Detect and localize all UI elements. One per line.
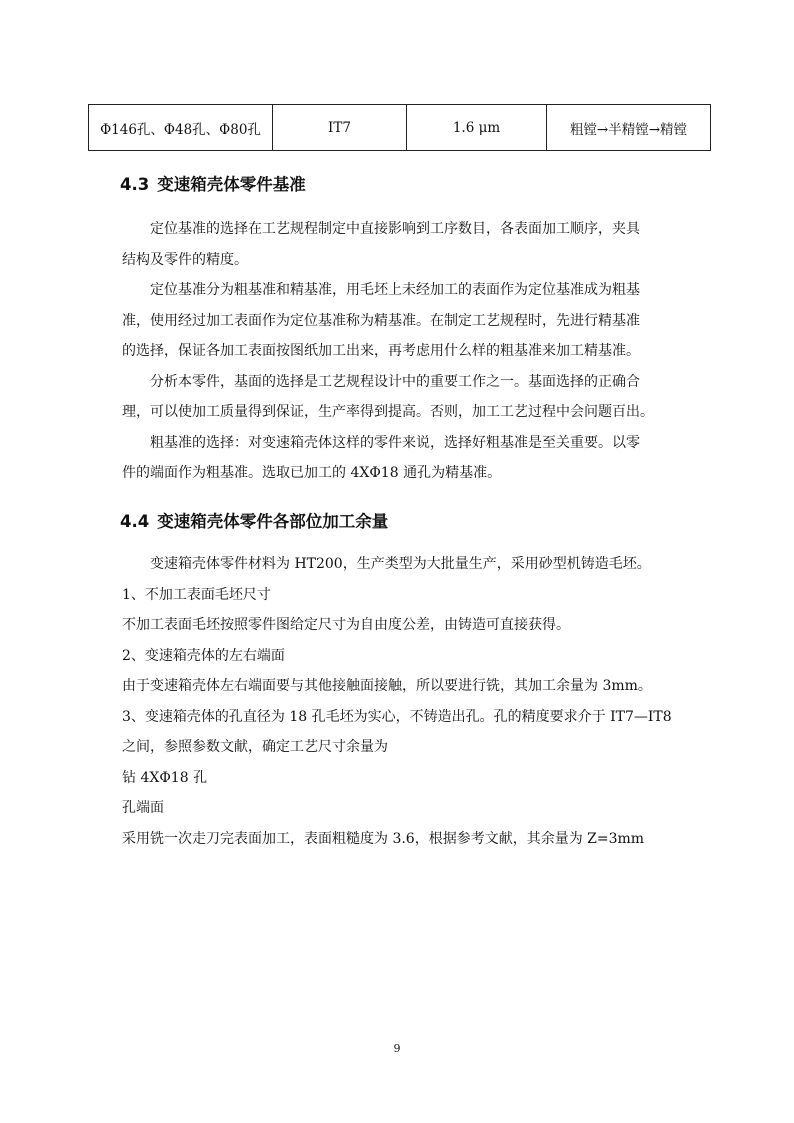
table-cell-tolerance-grade: IT7 [273,105,407,151]
paragraph-line: 不加工表面毛坯按照零件图给定尺寸为自由度公差，由铸造可直接获得。 [122,617,570,633]
paragraph-line: 的选择，保证各加工表面按图纸加工出来，再考虑用什么样的粗基准来加工精基准。 [122,343,640,359]
paragraph-line: 变速箱壳体零件材料为 HT200，生产类型为大批量生产，采用砂型机铸造毛坯。 [122,556,651,572]
paragraph-line: 钻 4XΦ18 孔 [122,769,208,786]
paragraph-line: 粗基准的选择：对变速箱壳体这样的零件来说，选择好粗基准是至关重要。以零 [122,434,640,451]
page-number: 9 [393,1042,401,1055]
paragraph-line: 采用铣一次走刀完表面加工，表面粗糙度为 3.6，根据参考文献，其余量为 Z=3mm [122,830,645,847]
paragraph-line: 定位基准的选择在工艺规程制定中直接影响到工序数目，各表面加工顺序，夹具 [122,221,640,237]
paragraph-line: 定位基准分为粗基准和精基准，用毛坯上未经加工的表面作为定位基准成为粗基 [122,282,640,298]
section-number: 4.4 [120,512,150,531]
paragraph-line: 结构及零件的精度。 [122,251,248,268]
table-cell-process-route: 粗镗→半精镗→精镗 [547,105,711,151]
paragraph-line: 由于变速箱壳体左右端面要与其他接触面接触，所以要进行铣，其加工余量为 3mm。 [122,678,652,694]
process-table-container [88,104,710,151]
section-title: 变速箱壳体零件各部位加工余量 [157,512,389,531]
list-item-heading: 1、不加工表面毛坯尺寸 [122,586,271,603]
section-number: 4.3 [120,175,150,194]
paragraph-line: 准，使用经过加工表面作为定位基准称为精基准。在制定工艺规程时，先进行精基准 [122,312,640,329]
paragraph-line: 之间，参照参数文献，确定工艺尺寸余量为 [122,739,388,755]
section-title: 变速箱壳体零件基准 [157,175,306,194]
table-cell-features: Φ146孔、Φ48孔、Φ80孔 [89,105,273,151]
section-heading-4-4 [120,508,388,532]
list-item-heading: 3、变速箱壳体的孔直径为 18 孔毛坯为实心，不铸造出孔。孔的精度要求介于 IT7—IT8 [122,708,672,725]
paragraph-line: 理，可以使加工质量得到保证，生产率得到提高。否则，加工工艺过程中会问题百出。 [122,404,654,420]
section-4-3-body [122,214,724,489]
paragraph-line: 件的端面作为粗基准。选取已加工的 4XΦ18 通孔为精基准。 [122,465,502,481]
table-row [89,105,711,151]
machining-process-table [88,104,711,151]
paragraph-line: 孔端面 [122,800,164,816]
paragraph-line: 分析本零件，基面的选择是工艺规程设计中的重要工作之一。基面选择的正确合 [122,373,640,390]
table-cell-roughness: 1.6 μm [407,105,547,151]
section-4-4-body [122,549,724,854]
list-item-heading: 2、变速箱壳体的左右端面 [122,647,285,664]
section-heading-4-3 [120,171,306,195]
